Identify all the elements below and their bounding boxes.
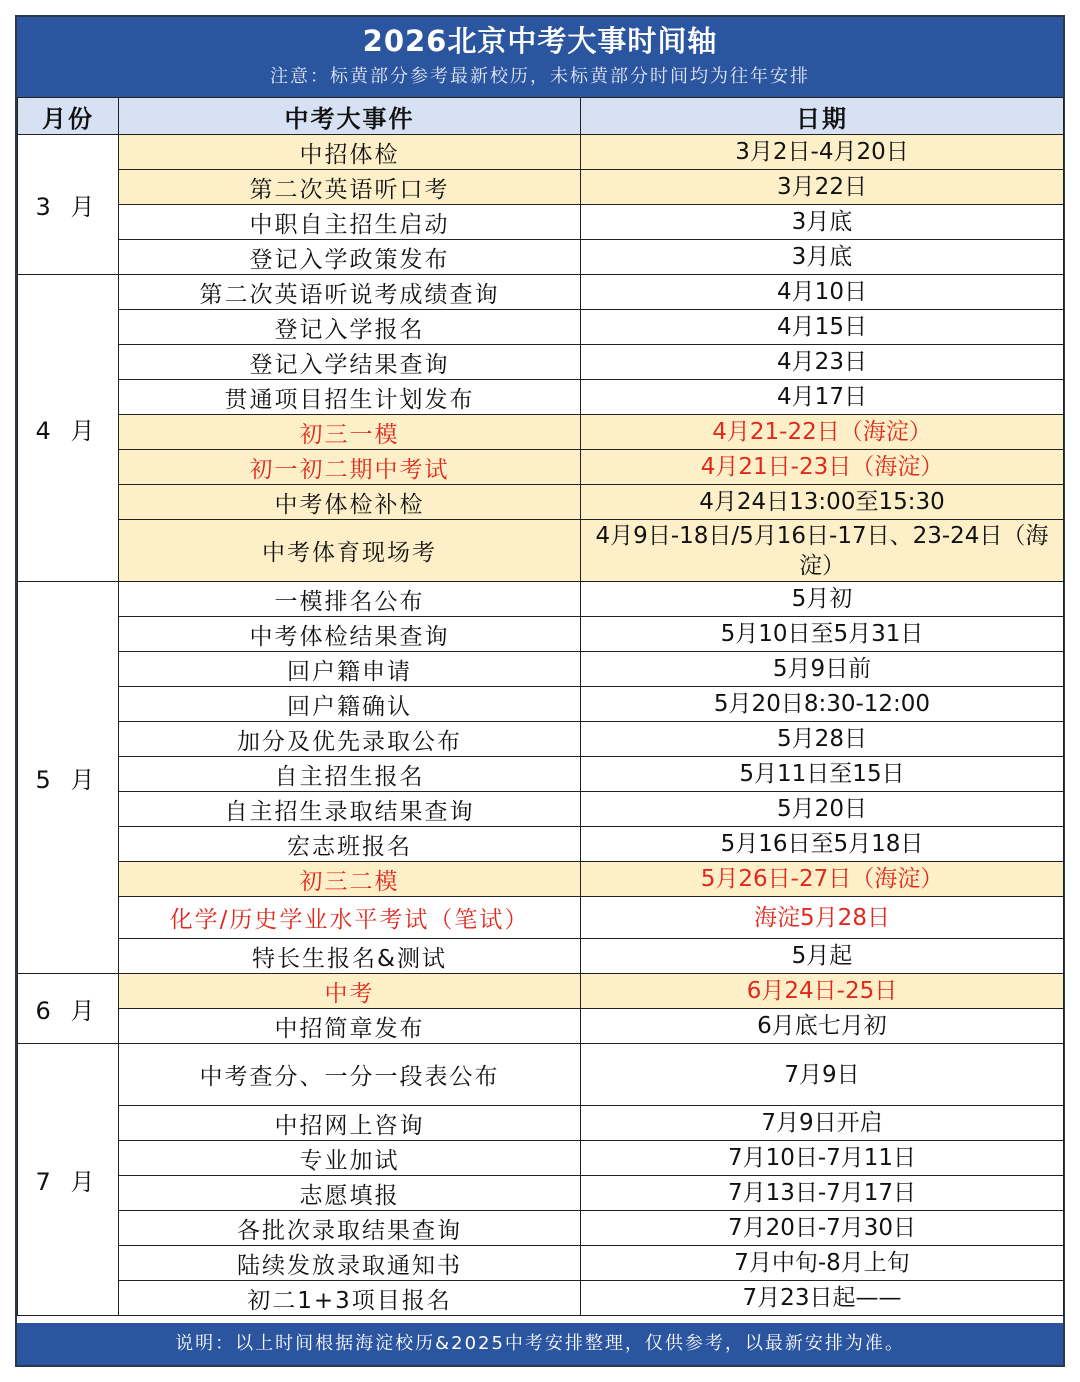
table-row (18, 450, 1064, 485)
table-row (18, 415, 1064, 450)
date-cell: 5月26日-27日（海淀） (581, 862, 1064, 897)
date-cell: 7月9日 (581, 1044, 1064, 1106)
event-cell: 特长生报名&测试 (119, 939, 581, 974)
table-row (18, 1141, 1064, 1176)
date-cell: 7月9日开启 (581, 1106, 1064, 1141)
event-cell: 自主招生录取结果查询 (119, 792, 581, 827)
page-title: 2026北京中考大事时间轴 (362, 24, 718, 58)
event-cell: 自主招生报名 (119, 757, 581, 792)
date-cell: 3月底 (581, 240, 1064, 275)
event-cell: 登记入学政策发布 (119, 240, 581, 275)
month-label: 3 月 (18, 135, 119, 275)
table-row (18, 974, 1064, 1009)
event-cell: 陆续发放录取通知书 (119, 1246, 581, 1281)
date-cell: 5月28日 (581, 722, 1064, 757)
month-label: 5 月 (18, 582, 119, 974)
page-subtitle: 注意：标黄部分参考最新校历，未标黄部分时间均为往年安排 (270, 66, 810, 87)
table-row (18, 582, 1064, 617)
date-cell: 6月24日-25日 (581, 974, 1064, 1009)
event-cell: 专业加试 (119, 1141, 581, 1176)
table-row (18, 1176, 1064, 1211)
table-row (18, 1106, 1064, 1141)
event-cell: 第二次英语听说考成绩查询 (119, 275, 581, 310)
date-cell: 4月15日 (581, 310, 1064, 345)
date-cell: 海淀5月28日 (581, 897, 1064, 939)
event-cell: 中招网上咨询 (119, 1106, 581, 1141)
date-cell: 4月17日 (581, 380, 1064, 415)
table-row (18, 135, 1064, 170)
date-cell: 7月10日-7月11日 (581, 1141, 1064, 1176)
table-row (18, 1009, 1064, 1044)
date-cell: 5月20日 (581, 792, 1064, 827)
event-cell: 初一初二期中考试 (119, 450, 581, 485)
event-cell: 回户籍确认 (119, 687, 581, 722)
table-row (18, 862, 1064, 897)
table-row (18, 687, 1064, 722)
table-row (18, 897, 1064, 939)
date-cell: 5月11日至15日 (581, 757, 1064, 792)
date-cell: 7月20日-7月30日 (581, 1211, 1064, 1246)
header-banner (17, 17, 1063, 97)
date-cell: 5月起 (581, 939, 1064, 974)
table-row (18, 1246, 1064, 1281)
table-row (18, 1211, 1064, 1246)
month-label: 7 月 (18, 1044, 119, 1316)
date-cell: 3月2日-4月20日 (581, 135, 1064, 170)
event-cell: 中招简章发布 (119, 1009, 581, 1044)
table-row (18, 757, 1064, 792)
date-cell: 5月20日8:30-12:00 (581, 687, 1064, 722)
table-row (18, 205, 1064, 240)
table-row (18, 310, 1064, 345)
footer-note: 说明：以上时间根据海淀校历&2025中考安排整理，仅供参考，以最新安排为准。 (17, 1323, 1063, 1365)
event-cell: 宏志班报名 (119, 827, 581, 862)
table-row (18, 345, 1064, 380)
column-header-date: 日期 (581, 98, 1064, 135)
event-cell: 各批次录取结果查询 (119, 1211, 581, 1246)
event-cell: 化学/历史学业水平考试（笔试） (119, 897, 581, 939)
date-cell: 4月24日13:00至15:30 (581, 485, 1064, 520)
timeline-table (17, 97, 1064, 1316)
column-header-month: 月份 (18, 98, 119, 135)
table-body (18, 135, 1064, 1316)
event-cell: 一模排名公布 (119, 582, 581, 617)
month-label: 4 月 (18, 275, 119, 582)
column-header-event: 中考大事件 (119, 98, 581, 135)
event-cell: 登记入学结果查询 (119, 345, 581, 380)
date-cell: 6月底七月初 (581, 1009, 1064, 1044)
date-cell: 3月底 (581, 205, 1064, 240)
event-cell: 初三二模 (119, 862, 581, 897)
event-cell: 回户籍申请 (119, 652, 581, 687)
event-cell: 中考体育现场考 (119, 520, 581, 582)
event-cell: 中考查分、一分一段表公布 (119, 1044, 581, 1106)
table-row (18, 240, 1064, 275)
date-cell: 7月13日-7月17日 (581, 1176, 1064, 1211)
event-cell: 中职自主招生启动 (119, 205, 581, 240)
event-cell: 中考体检补检 (119, 485, 581, 520)
table-row (18, 827, 1064, 862)
table-header-row (18, 98, 1064, 135)
date-cell: 3月22日 (581, 170, 1064, 205)
event-cell: 登记入学报名 (119, 310, 581, 345)
event-cell: 中考体检结果查询 (119, 617, 581, 652)
date-cell: 4月21-22日（海淀） (581, 415, 1064, 450)
date-cell: 4月10日 (581, 275, 1064, 310)
table-row (18, 617, 1064, 652)
event-cell: 中考 (119, 974, 581, 1009)
event-cell: 志愿填报 (119, 1176, 581, 1211)
month-label: 6 月 (18, 974, 119, 1044)
event-cell: 贯通项目招生计划发布 (119, 380, 581, 415)
event-cell: 初三一模 (119, 415, 581, 450)
date-cell: 5月10日至5月31日 (581, 617, 1064, 652)
date-cell: 5月16日至5月18日 (581, 827, 1064, 862)
table-row (18, 520, 1064, 582)
date-cell: 7月23日起—— (581, 1281, 1064, 1316)
table-row (18, 722, 1064, 757)
table-row (18, 939, 1064, 974)
date-cell: 4月9日-18日/5月16日-17日、23-24日（海淀） (581, 520, 1064, 582)
table-row (18, 652, 1064, 687)
date-cell: 4月23日 (581, 345, 1064, 380)
date-cell: 5月9日前 (581, 652, 1064, 687)
table-row (18, 380, 1064, 415)
event-cell: 初二1+3项目报名 (119, 1281, 581, 1316)
date-cell: 5月初 (581, 582, 1064, 617)
event-cell: 第二次英语听口考 (119, 170, 581, 205)
event-cell: 中招体检 (119, 135, 581, 170)
table-row (18, 1281, 1064, 1316)
table-row (18, 170, 1064, 205)
table-row (18, 275, 1064, 310)
event-cell: 加分及优先录取公布 (119, 722, 581, 757)
timeline-frame (15, 15, 1065, 1367)
table-row (18, 485, 1064, 520)
date-cell: 4月21日-23日（海淀） (581, 450, 1064, 485)
table-row (18, 1044, 1064, 1106)
date-cell: 7月中旬-8月上旬 (581, 1246, 1064, 1281)
table-row (18, 792, 1064, 827)
